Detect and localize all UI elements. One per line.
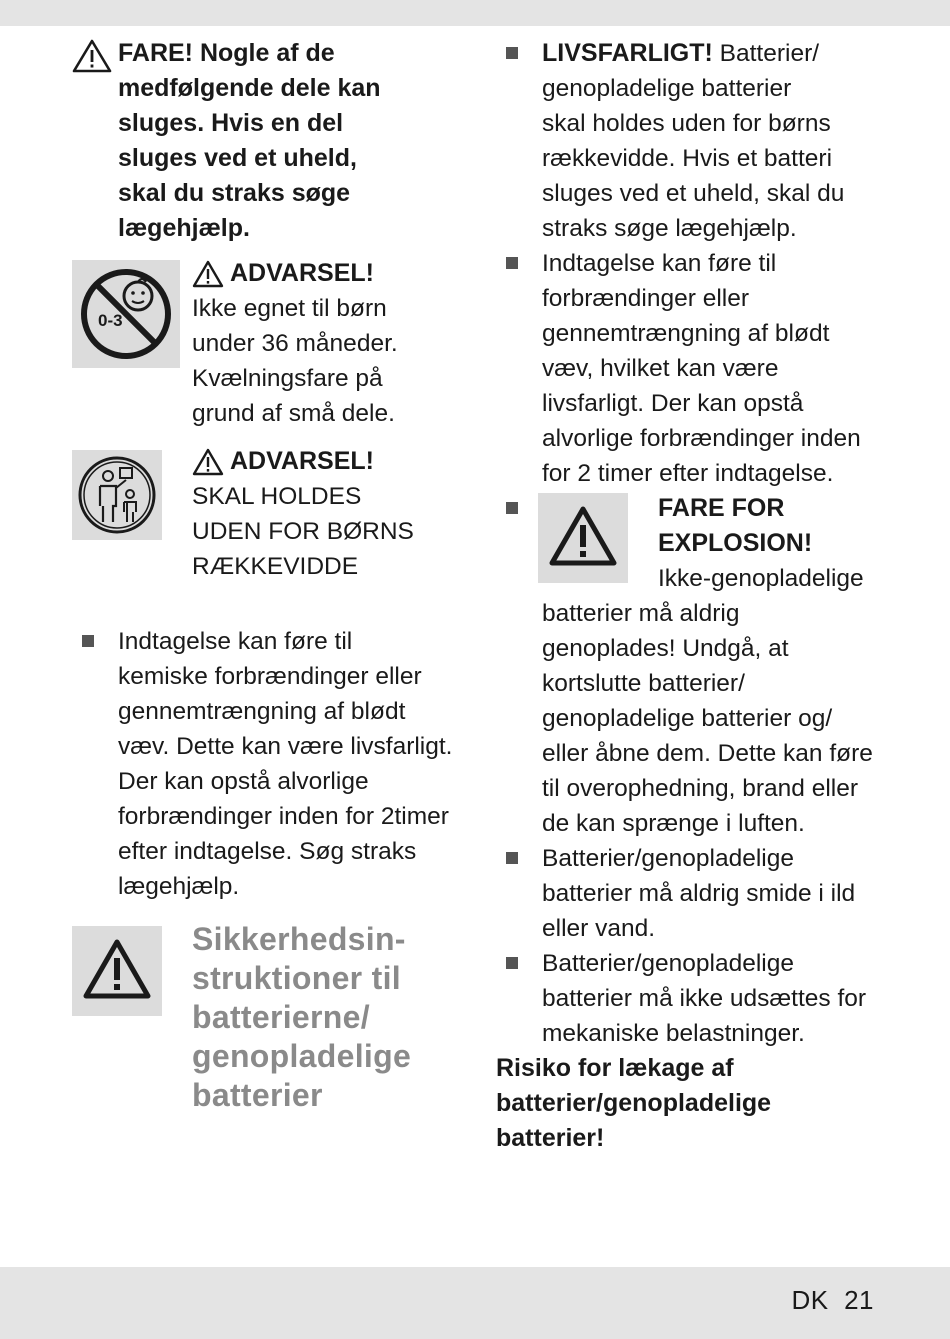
section-title-line: batterier [192,1077,323,1113]
explosion-title-line: FARE FOR [658,494,785,522]
bullet-line: for 2 timer efter indtagelse. [542,460,834,487]
language-code: DK [791,1285,829,1315]
section-title-line: batterierne/ [192,999,370,1035]
bullet-line: mekaniske belastninger. [542,1020,805,1047]
risk-line: Risiko for lækage af [496,1054,734,1082]
section-title-line: genopladelige [192,1038,412,1074]
warning-title [192,444,414,479]
bullet-line: efter indtagelse. Søg straks [118,838,417,865]
bullet-item [72,624,464,904]
bullet-item [496,946,886,1051]
danger-heading [72,36,464,246]
warning-line: UDEN FOR BØRNS [192,518,414,545]
warning-triangle-icon [72,926,162,1016]
warning-text [192,256,398,431]
bullet-line: til overophedning, brand eller [542,775,858,802]
bullet-square-icon [506,47,518,59]
bullet-line: kemiske forbrændinger eller [118,663,422,690]
bullet-lead-rest: Batterier/ [712,40,820,67]
danger-line: lægehjælp. [118,214,250,242]
bullet-line: gennemtrængning af blødt [118,698,406,725]
not-for-children-under-3-icon [72,260,180,368]
bullet-square-icon [82,635,94,647]
bullet-line: forbrændinger eller [542,285,749,312]
page-number [792,1285,875,1316]
risk-line: batterier! [496,1124,605,1152]
bold-lead: LIVSFARLIGT! [542,39,713,67]
warning-title-text: ADVARSEL! [230,259,374,287]
age-label: 0-3 [98,311,123,330]
warning-title-text: ADVARSEL! [230,447,374,475]
warning-triangle-icon [192,260,224,288]
bullet-line: straks søge lægehjælp. [542,215,797,242]
warning-line: under 36 måneder. [192,330,398,357]
warning-line: Kvælningsfare på [192,365,383,392]
bullet-line: Indtagelse kan føre til [542,250,777,277]
icon-box [72,926,162,1016]
warning-line: grund af små dele. [192,400,395,427]
warning-triangle-icon [538,493,628,583]
section-title-line: struktioner til [192,960,401,996]
bullet-line: Indtagelse kan føre til [118,628,353,655]
danger-line: FARE! Nogle af de [118,39,335,67]
warning-line: Ikke egnet til børn [192,295,387,322]
bullet-square-icon [506,257,518,269]
bullet-item [496,841,886,946]
explosion-title [658,491,864,596]
bullet-line: skal holdes uden for børns [542,110,831,137]
bullet-square-icon [506,957,518,969]
danger-line: medfølgende dele kan [118,74,381,102]
bullet-line: rækkevidde. Hvis et batteri [542,145,833,172]
bullet-item [496,36,886,246]
bullet-line: de kan sprænge i luften. [542,810,805,837]
bullet-line: batterier må aldrig smide i ild [542,880,856,907]
warning-triangle-icon [192,448,224,476]
danger-line: sluges ved et uheld, [118,144,357,172]
bullet-line: kortslutte batterier/ [542,670,745,697]
risk-heading [496,1051,886,1156]
warning-line: SKAL HOLDES [192,483,362,510]
danger-line: sluges. Hvis en del [118,109,344,137]
section-heading-block [72,921,464,1126]
left-column [72,36,464,1126]
bullet-line: eller åbne dem. Dette kan føre [542,740,873,767]
bullet-line: Ikke-genopladelige [658,565,864,592]
bullet-square-icon [506,852,518,864]
bullet-line: Batterier/genopladelige [542,950,794,977]
bullet-line: lægehjælp. [118,873,240,900]
warning-triangle-icon [72,39,112,73]
footer-bar [0,1267,950,1339]
icon-box [72,260,180,368]
warning-block-age [72,260,464,450]
bullet-line: væv, hvilket kan være [542,355,779,382]
warning-title [192,256,398,291]
section-title-line: Sikkerhedsin- [192,921,406,957]
bullet-line: batterier må ikke udsættes for [542,985,867,1012]
icon-box [72,450,162,540]
bullet-item [496,246,886,491]
section-title [192,920,411,1115]
bullet-square-icon [506,502,518,514]
top-strip [0,0,950,26]
bullet-line: Der kan opstå alvorlige [118,768,369,795]
bullet-line: alvorlige forbrændinger inden [542,425,861,452]
bullet-line: genopladelige batterier [542,75,792,102]
keep-away-from-children-icon [72,450,162,540]
right-column [496,36,886,1156]
bullet-item-explosion [496,491,886,841]
warning-line: RÆKKEVIDDE [192,553,359,580]
bullet-line: Batterier/genopladelige [542,845,794,872]
risk-line: batterier/genopladelige [496,1089,772,1117]
explosion-header [542,491,886,596]
bullet-line: sluges ved et uheld, skal du [542,180,845,207]
bullet-line: eller vand. [542,915,656,942]
bullet-line [542,36,886,71]
bullet-line: livsfarligt. Der kan opstå [542,390,804,417]
danger-line: skal du straks søge [118,179,351,207]
warning-block-children [72,447,464,610]
bullet-line: forbrændinger inden for 2timer [118,803,449,830]
bullet-line: genoplades! Undgå, at [542,635,789,662]
bullet-line: gennemtrængning af blødt [542,320,830,347]
bullet-line: væv. Dette kan være livsfarligt. [118,733,453,760]
warning-text [192,444,414,584]
explosion-title-line: EXPLOSION! [658,529,813,557]
bullet-line: genopladelige batterier og/ [542,705,833,732]
icon-box [538,493,628,583]
bullet-line: batterier må aldrig [542,600,740,627]
page-number-value: 21 [844,1285,874,1315]
